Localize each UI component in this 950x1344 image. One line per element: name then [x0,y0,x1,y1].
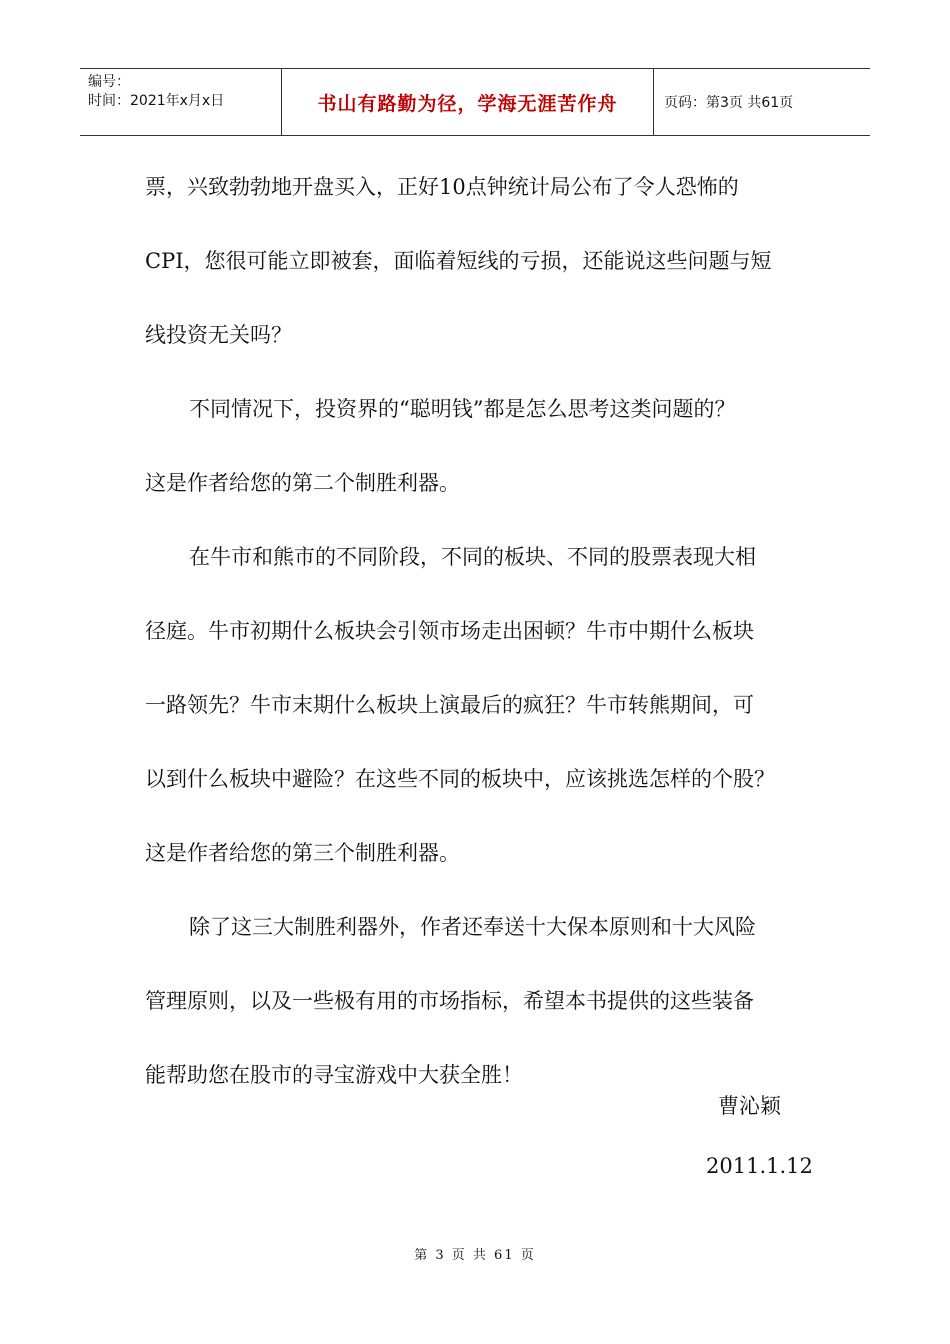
header-meta-cell [80,69,282,135]
page-header [80,68,870,136]
body-line: 线投资无关吗？ [145,323,292,347]
header-page-info: 页码：第3页 共61页 [664,95,794,111]
body-line: 能帮助您在股市的寻宝游戏中大获全胜！ [145,1063,523,1087]
body-line: 这是作者给您的第二个制胜利器。 [145,471,460,495]
document-body [145,150,815,1112]
author-signature: 曹沁颖 [718,1094,781,1118]
page-footer: 第 3 页 共 61 页 [414,1248,536,1263]
body-line: 不同情况下，投资界的“聪明钱”都是怎么思考这类问题的？ [189,397,736,421]
signature-date: 2011.1.12 [706,1154,813,1178]
body-line: 以到什么板块中避险？在这些不同的板块中，应该挑选怎样的个股？ [145,767,775,791]
body-line: 管理原则，以及一些极有用的市场指标，希望本书提供的这些装备 [145,989,754,1013]
body-line: 这是作者给您的第三个制胜利器。 [145,841,460,865]
body-line: 票，兴致勃勃地开盘买入，正好10点钟统计局公布了令人恐怖的 [145,175,739,199]
body-line: 在牛市和熊市的不同阶段，不同的板块、不同的股票表现大相 [189,545,756,569]
body-line: 一路领先？牛市末期什么板块上演最后的疯狂？牛市转熊期间，可 [145,693,754,717]
header-motto: 书山有路勤为径，学海无涯苦作舟 [282,69,654,135]
document-number-label: 编号： [88,74,130,90]
body-line: CPI，您很可能立即被套，面临着短线的亏损，还能说这些问题与短 [145,249,772,273]
document-time-label: 时间：2021年x月x日 [88,93,225,109]
body-line: 径庭。牛市初期什么板块会引领市场走出困顿？牛市中期什么板块 [145,619,754,643]
body-line: 除了这三大制胜利器外，作者还奉送十大保本原则和十大风险 [189,915,756,939]
